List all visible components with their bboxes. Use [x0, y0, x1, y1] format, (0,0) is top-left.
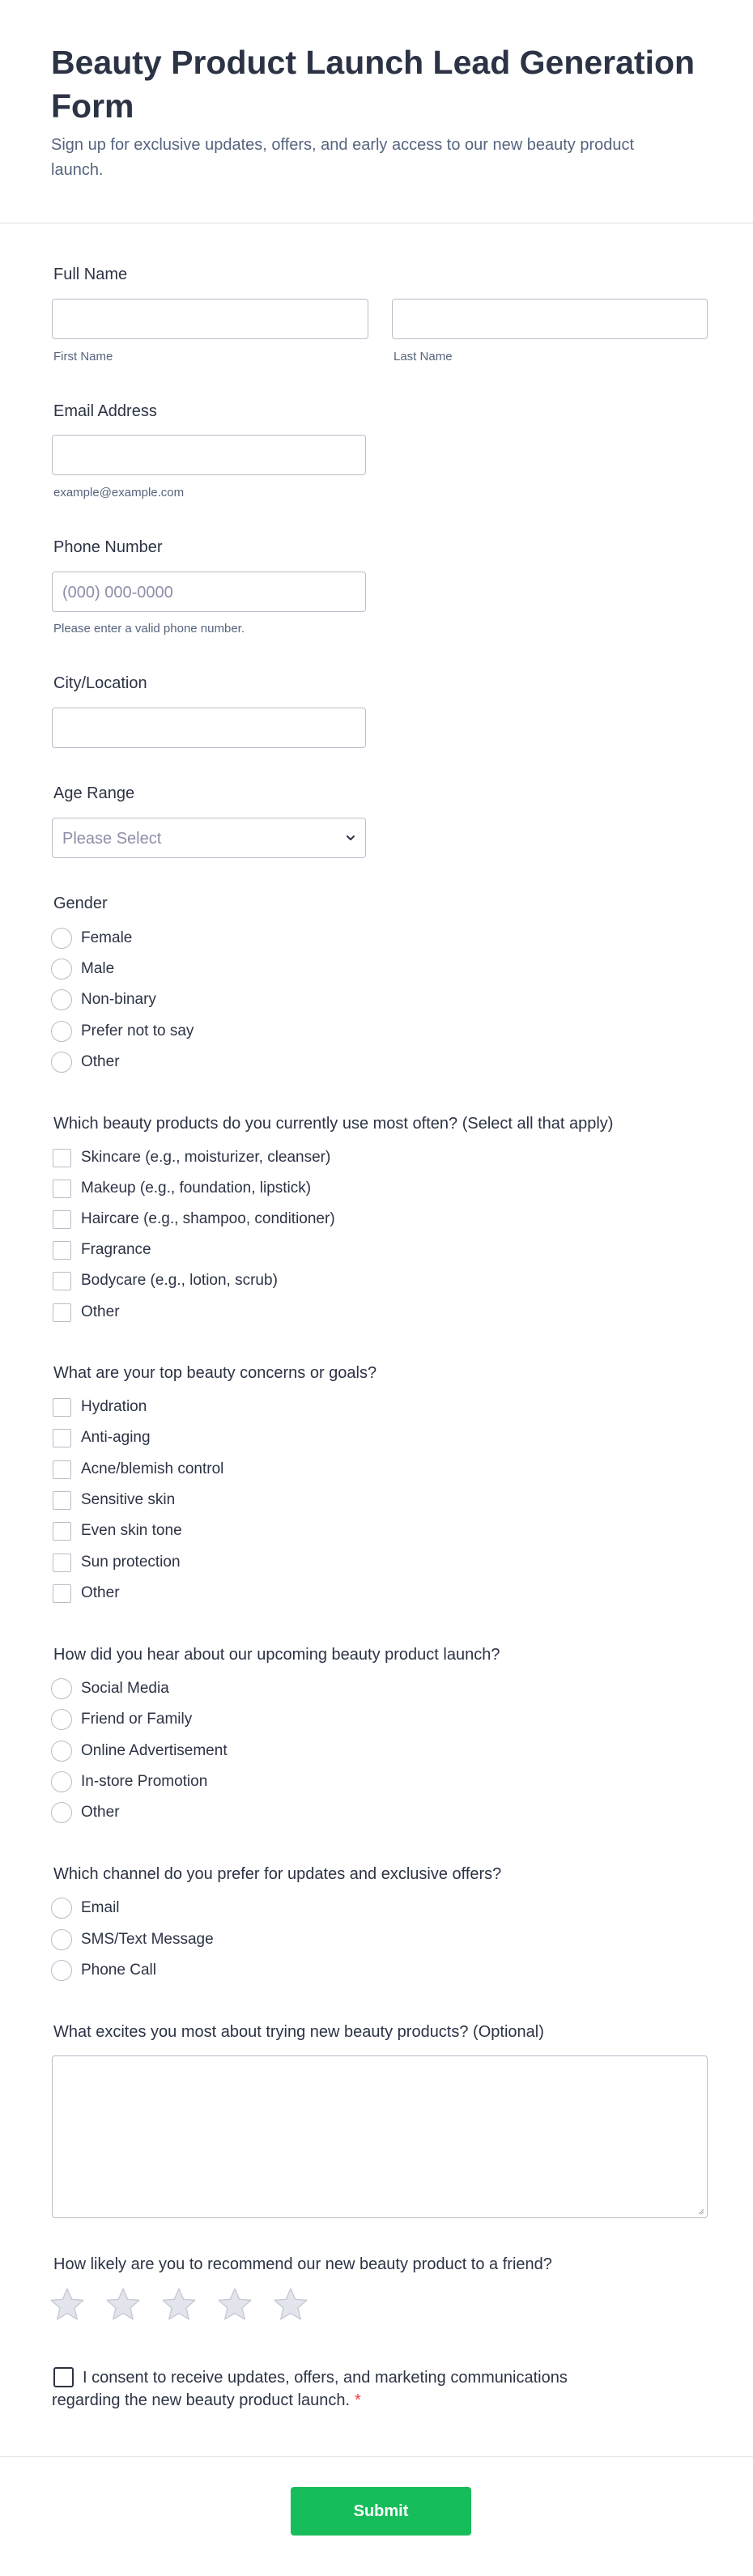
option-label: Online Advertisement — [81, 1742, 228, 1759]
option-label: Anti-aging — [81, 1429, 151, 1446]
checkbox[interactable] — [53, 1241, 71, 1260]
form-subtitle: Sign up for exclusive updates, offers, and early access to our new beauty product launch. — [51, 136, 635, 179]
option-label: Sensitive skin — [81, 1491, 176, 1508]
form-title: Beauty Product Launch Lead Generation Form — [51, 44, 696, 125]
form-header — [0, 0, 753, 223]
phone-placeholder: (000) 000-0000 — [62, 584, 173, 601]
checkbox[interactable] — [53, 1272, 71, 1290]
submit-button[interactable]: Submit — [291, 2487, 471, 2536]
checkbox[interactable] — [53, 1303, 71, 1322]
option-label: Female — [81, 929, 133, 946]
phone-input[interactable] — [52, 572, 366, 612]
city-input[interactable] — [52, 708, 366, 748]
email-sublabel: example@example.com — [53, 486, 185, 499]
full-name-label: Full Name — [53, 266, 128, 283]
consent-label — [52, 2366, 619, 2412]
option-label: Prefer not to say — [81, 1022, 194, 1039]
checkbox[interactable] — [53, 1554, 71, 1572]
option-label: Phone Call — [81, 1962, 156, 1979]
age-label: Age Range — [53, 784, 135, 802]
option-label: Other — [81, 1053, 120, 1070]
channel-label: Which channel do you prefer for updates and exclusive offers? — [53, 1865, 502, 1883]
phone-sublabel: Please enter a valid phone number. — [53, 622, 245, 635]
radio-button[interactable] — [51, 1960, 72, 1981]
products-label: Which beauty products do you currently use most often? (Select all that apply) — [53, 1115, 614, 1133]
required-mark: * — [355, 2391, 361, 2409]
checkbox[interactable] — [53, 1210, 71, 1229]
option-label: Makeup (e.g., foundation, lipstick) — [81, 1180, 312, 1197]
checkbox[interactable] — [53, 1460, 71, 1479]
option-label: Other — [81, 1303, 120, 1320]
option-label: Acne/blemish control — [81, 1460, 224, 1477]
radio-button[interactable] — [51, 1802, 72, 1823]
option-label: Hydration — [81, 1398, 147, 1415]
option-label: Bodycare (e.g., lotion, scrub) — [81, 1272, 278, 1289]
star-icon[interactable] — [49, 2287, 85, 2321]
option-label: Sun protection — [81, 1554, 181, 1571]
option-label: Skincare (e.g., moisturizer, cleanser) — [81, 1149, 331, 1166]
option-label: Non-binary — [81, 991, 156, 1008]
option-label: Other — [81, 1584, 120, 1601]
star-icon[interactable] — [161, 2287, 197, 2321]
star-icon[interactable] — [217, 2287, 253, 2321]
radio-button[interactable] — [51, 1709, 72, 1730]
radio-button[interactable] — [51, 1898, 72, 1919]
last-name-input[interactable] — [392, 299, 708, 339]
checkbox[interactable] — [53, 1180, 71, 1198]
footer-divider — [0, 2456, 753, 2457]
phone-label: Phone Number — [53, 538, 163, 556]
checkbox[interactable] — [53, 1584, 71, 1603]
checkbox[interactable] — [53, 1491, 71, 1510]
hear-label: How did you hear about our upcoming beauty product launch? — [53, 1646, 500, 1664]
checkbox[interactable] — [53, 1398, 71, 1417]
last-name-sublabel: Last Name — [394, 350, 453, 363]
excites-label: What excites you most about trying new beauty products? (Optional) — [53, 2023, 544, 2041]
age-placeholder: Please Select — [62, 830, 162, 848]
excites-textarea[interactable] — [52, 2055, 708, 2218]
first-name-input[interactable] — [52, 299, 368, 339]
star-icon[interactable] — [273, 2287, 308, 2321]
radio-button[interactable] — [51, 1052, 72, 1073]
option-label: In-store Promotion — [81, 1773, 208, 1790]
resize-handle-icon[interactable] — [696, 2207, 704, 2215]
radio-button[interactable] — [51, 928, 72, 949]
recommend-label: How likely are you to recommend our new beauty product to a friend? — [53, 2255, 552, 2273]
option-label: Male — [81, 960, 115, 977]
option-label: SMS/Text Message — [81, 1931, 214, 1948]
radio-button[interactable] — [51, 1678, 72, 1699]
consent-text: I consent to receive updates, offers, and marketing communications regarding the new beauty product launch. — [52, 2369, 568, 2409]
star-icon[interactable] — [105, 2287, 141, 2321]
option-label: Even skin tone — [81, 1522, 182, 1539]
radio-button[interactable] — [51, 1929, 72, 1950]
radio-button[interactable] — [51, 1771, 72, 1792]
email-label: Email Address — [53, 402, 157, 420]
checkbox[interactable] — [53, 1149, 71, 1167]
checkbox[interactable] — [53, 1429, 71, 1447]
radio-button[interactable] — [51, 959, 72, 980]
concerns-label: What are your top beauty concerns or goals? — [53, 1364, 377, 1382]
option-label: Fragrance — [81, 1241, 151, 1258]
age-select[interactable] — [52, 818, 366, 858]
checkbox[interactable] — [53, 1522, 71, 1541]
option-label: Social Media — [81, 1680, 169, 1697]
city-label: City/Location — [53, 674, 147, 692]
chevron-down-icon — [346, 833, 355, 843]
radio-button[interactable] — [51, 1741, 72, 1762]
option-label: Other — [81, 1804, 120, 1821]
option-label: Friend or Family — [81, 1711, 193, 1728]
option-label: Haircare (e.g., shampoo, conditioner) — [81, 1210, 335, 1227]
first-name-sublabel: First Name — [53, 350, 113, 363]
email-input[interactable] — [52, 435, 366, 475]
option-label: Email — [81, 1899, 120, 1916]
radio-button[interactable] — [51, 989, 72, 1010]
radio-button[interactable] — [51, 1021, 72, 1042]
gender-label: Gender — [53, 895, 108, 912]
